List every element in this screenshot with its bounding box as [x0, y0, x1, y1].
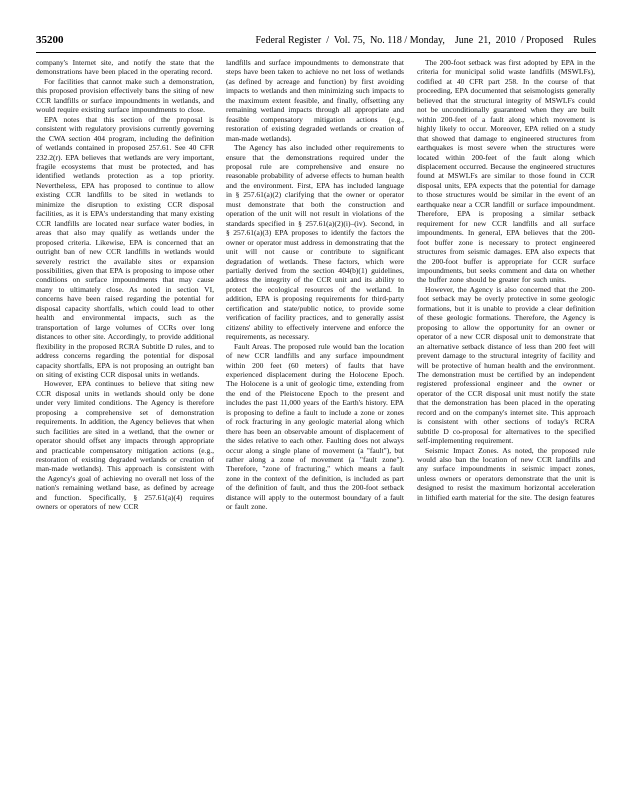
running-head: Federal Register / Vol. 75, No. 118 / Monday, June 21, 2010 / Proposed Rules [255, 35, 596, 46]
paragraph: The 200-foot setback was first adopted by EPA in the criteria for municipal solid waste landfills (MSWLFs), codified at 40 CFR part 258. In the course of that proceeding, EPA documented that seismologists generally believed that the structural integrity of MSWLFs could not be unconditionally guaranteed when they are built within 200-feet of a fault along which movement is highly likely to occur. Moreover, EPA relied on a study that showed that damage to engineered structures from earthquakes is most severe when the structures were located within 200-feet of the fault along which displacement occurred. Because the engineered structures found at MSWLFs are similar to those found in CCR disposal units, EPA expects that the potential for damage to those structures would be similar in the event of an earthquake near a CCR landfill or surface impoundment. Therefore, EPA is proposing a similar setback requirement for new CCR landfills and all surface impoundments. In general, EPA believes that the 200-foot buffer zone is necessary to protect engineered structures from seismic damages. EPA also expects that the 200-foot buffer is appropriate for CCR surface impoundments, but seeks comment and data on whether the buffer zone should be greater for such units. [417, 58, 595, 285]
column-1 [36, 58, 214, 788]
page-header [36, 34, 596, 50]
paragraph: However, EPA continues to believe that siting new CCR disposal units in wetlands should only be done under very limited conditions. The Agency is therefore proposing a comprehensive set of demonstration requirements. In addition, the Agency believes that when such facilities are sited in a wetland, that the owner or operator should offset any impacts through appropriate and practicable compensatory mitigation actions (e.g., restoration of existing degraded wetlands or creation of man-made wetlands). This approach is consistent with the Agency's goal of achieving no overall net loss of the nation's remaining wetland base, as defined by acreage and function. Specifically, § 257.61(a)(4) requires owners or operators of new CCR [36, 379, 214, 512]
paragraph: For facilities that cannot make such a demonstration, this proposed provision effectively bans the siting of new CCR landfills or surface impoundments in wetlands, and would require existing surface impoundments to close. [36, 76, 214, 115]
paragraph: The Agency has also included other requirements to ensure that the demonstrations required under the proposal rule are comprehensive and ensure no reasonable probability of adverse effects to human health and the environment. First, EPA has included language in § 257.61(a)(2) clarifying that the owner or operator must demonstrate that both the construction and operation of the unit will not result in violations of the standards specified in § 257.61(a)(2)(i)–(iv). Second, in § 257.61(a)(3) EPA proposes to identify the factors the owner or operator must address in demonstrating that the unit will not cause or contribute to significant degradation of wetlands. These factors, which were partially derived from the section 404(b)(1) guidelines, address the integrity of the CCR unit and its ability to protect the ecological resources of the wetland. In addition, EPA is proposing requirements for third-party certification and state/public notice, to provide some verification of facility practices, and to generally assist citizens' ability to effectively intervene and enforce the requirements, as necessary. [226, 143, 404, 342]
paragraph: company's Internet site, and notify the state that the demonstrations have been placed in the operating record. [36, 58, 214, 77]
paragraph: EPA notes that this section of the proposal is consistent with regulatory provisions currently governing the CWA section 404 program, including the definition of wetlands contained in proposed 257.61. See 40 CFR 232.2(r). EPA believes that wetlands are very important, fragile ecosystems that must be protected, and has identified wetlands protection as a top priority. Nevertheless, EPA has proposed to continue to allow existing CCR landfills to be sited in wetlands to minimize the disruption to existing CCR disposal facilities, as it is EPA's understanding that many existing CCR landfills are located near surface water bodies, in areas that also may qualify as wetlands under the proposed criteria. Likewise, EPA is concerned that an outright ban of new CCR landfills in wetlands would severely restrict the available sites or expansion possibilities, given that EPA is proposing to impose other conditions on surface impoundments that may cause many to ultimately close. As noted in section VI, concerns have been raised regarding the potential for disposal capacity shortfalls, which could lead to other health and environmental impacts, such as the transportation of large volumes of CCRs over long distances to other site. Accordingly, to provide additional flexibility in the proposed RCRA Subtitle D rules, and to address concerns regarding the potential for disposal capacity shortfalls, EPA is not proposing an outright ban on siting of existing CCR disposal units in wetlands. [36, 114, 214, 379]
paragraph: Fault Areas. The proposed rule would ban the location of new CCR landfills and any surface impoundment within 200 feet (60 meters) of faults that have experienced displacement during the Holocene Epoch. The Holocene is a unit of geologic time, extending from the end of the Pleistocene Epoch to the present and includes the past 11,000 years of the Earth's history. EPA is proposing to define a fault to include a zone or zones of rock fracturing in any geologic material along which there has been an observable amount of displacement of the sides relative to each other. Faulting does not always occur along a single plane of movement (a "fault"), but rather along a zone of movement (a "fault zone"). Therefore, "zone of fracturing," which means a fault zone in the context of the definition, is included as part of the definition of fault, and thus the 200-foot setback distance will apply to the outermost boundary of a fault or fault zone. [226, 341, 404, 512]
text-columns [36, 58, 596, 788]
column-3 [417, 58, 595, 788]
paragraph: Seismic Impact Zones. As noted, the proposed rule would also ban the location of new CCR landfills and any surface impoundments in seismic impact zones, unless owners or operators demonstrate that the unit is designed to resist the maximum horizontal acceleration in lithified earth material for the site. The design features [417, 445, 595, 502]
page-number: 35200 [36, 34, 64, 46]
column-2 [226, 58, 404, 788]
paragraph: However, the Agency is also concerned that the 200-foot setback may be overly protective in some geologic formations, but it is unable to provide a clear definition of these geologic formations. Therefore, the Agency is proposing to allow the opportunity for an owner or operator of a new CCR disposal unit to demonstrate that an alternative setback distance of less than 200 feet will prevent damage to the structural integrity of facility and will be protective of human health and the environment. The demonstration must be certified by an independent registered professional engineer and the owner or operator of the CCR disposal unit must notify the state that the demonstration has been placed in the operating record and on the company's internet site. This approach is consistent with other sections of today's RCRA subtitle D co-proposal for alternatives to the specified self-implementing requirement. [417, 284, 595, 446]
header-rule [36, 52, 596, 53]
paragraph: landfills and surface impoundments to demonstrate that steps have been taken to achieve no net loss of wetlands (as defined by acreage and function) by first avoiding impacts to wetlands and then minimizing such impacts to the maximum extent feasible, and finally, offsetting any remaining wetland impacts through all appropriate and feasible compensatory mitigation actions (e.g., restoration of existing degraded wetlands or creation of man-made wetlands). [226, 58, 404, 143]
